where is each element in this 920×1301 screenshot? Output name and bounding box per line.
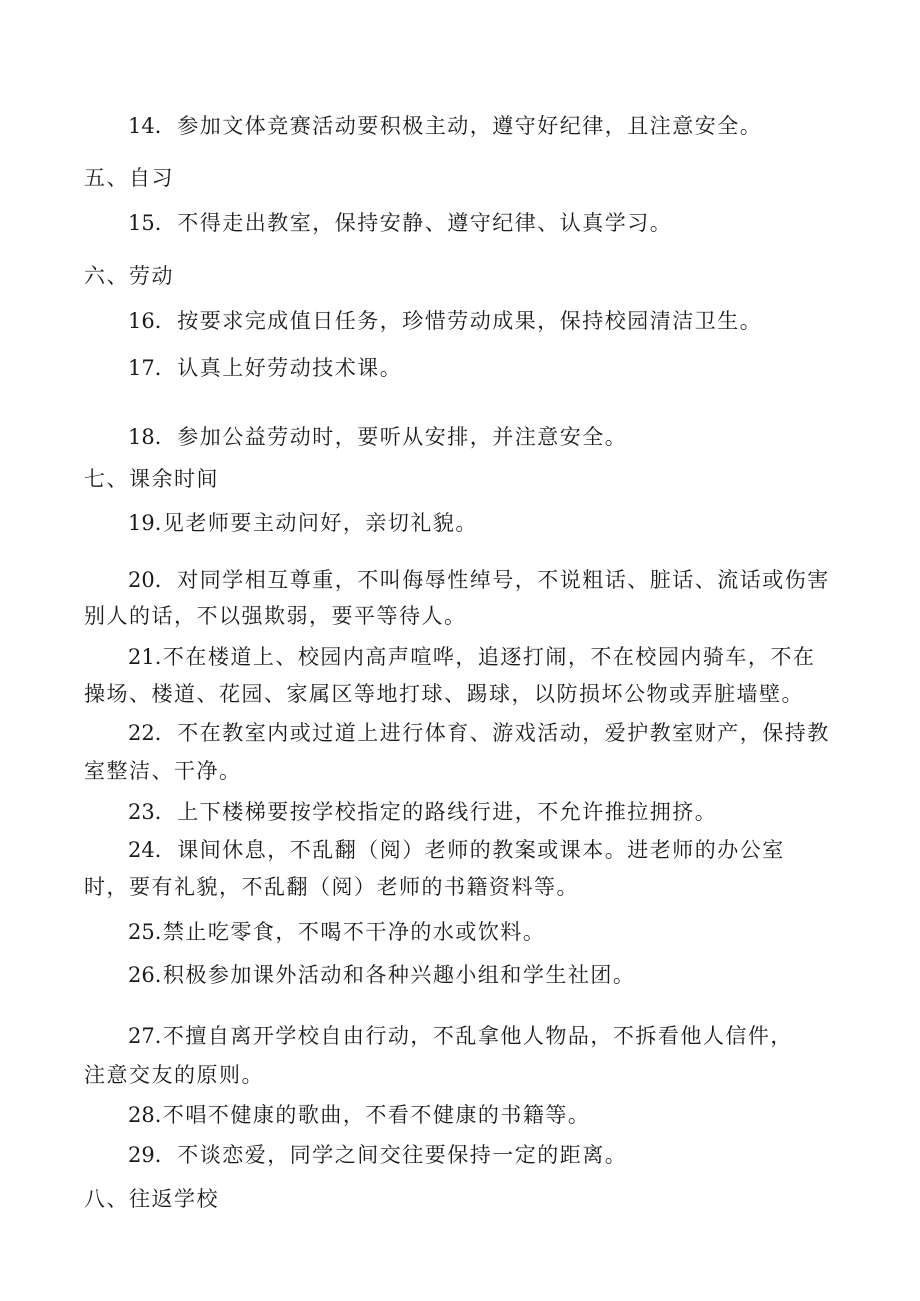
rule-text: ．课间休息，不乱翻（阅）老师的教案或课本。进老师的办公室 (154, 838, 785, 862)
rule-number: 17 (128, 356, 155, 380)
section-heading-after-class: 七、课余时间 (84, 467, 219, 491)
section-heading-labor: 六、劳动 (84, 264, 174, 288)
rule-number: 23 (128, 800, 155, 824)
rule-20 (128, 568, 830, 592)
rule-number: 15 (128, 211, 155, 235)
rule-text: .不唱不健康的歌曲，不看不健康的书籍等。 (154, 1103, 591, 1127)
rule-number: 14 (128, 114, 155, 138)
rule-25 (128, 920, 545, 944)
rule-text: .不在楼道上、校园内高声喧哗，追逐打闹，不在校园内骑车，不在 (154, 645, 816, 669)
rule-27 (128, 1024, 793, 1048)
rule-22 (128, 721, 830, 745)
rule-number: 16 (128, 309, 155, 333)
section-heading-self-study: 五、自习 (84, 166, 174, 190)
rule-text: .积极参加课外活动和各种兴趣小组和学生社团。 (154, 963, 636, 987)
rule-number: 28 (128, 1103, 155, 1127)
rule-text: ．对同学相互尊重，不叫侮辱性绰号，不说粗话、脏话、流话或伤害 (154, 568, 830, 592)
rule-15 (128, 211, 672, 235)
rule-14 (128, 114, 762, 138)
rule-21 (128, 645, 815, 669)
rule-text: ．不谈恋爱，同学之间交往要保持一定的距离。 (154, 1143, 628, 1167)
rule-24 (128, 838, 785, 862)
rule-18 (128, 425, 627, 449)
rule-number: 18 (128, 425, 155, 449)
rule-text: ．认真上好劳动技术课。 (154, 356, 403, 380)
rule-text: .禁止吃零食，不喝不干净的水或饮料。 (154, 920, 546, 944)
rule-21-continuation: 操场、楼道、花园、家属区等地打球、踢球，以防损坏公物或弄脏墙壁。 (84, 682, 804, 706)
rule-23 (128, 800, 717, 824)
rule-19 (128, 511, 478, 535)
rule-16 (128, 309, 762, 333)
rule-20-continuation: 别人的话，不以强欺弱，要平等待人。 (84, 604, 467, 628)
rule-27-continuation: 注意交友的原则。 (84, 1063, 264, 1087)
rule-text: .见老师要主动问好，亲切礼貌。 (154, 511, 478, 535)
rule-number: 27 (128, 1024, 155, 1048)
rule-22-continuation: 室整洁、干净。 (84, 759, 242, 783)
rule-17 (128, 356, 402, 380)
section-heading-commute: 八、往返学校 (84, 1187, 219, 1211)
rule-24-continuation: 时，要有礼貌，不乱翻（阅）老师的书籍资料等。 (84, 875, 579, 899)
rule-number: 22 (128, 721, 155, 745)
rule-text: .不擅自离开学校自由行动，不乱拿他人物品，不拆看他人信件， (154, 1024, 793, 1048)
rule-text: ．参加文体竞赛活动要积极主动，遵守好纪律，且注意安全。 (154, 114, 763, 138)
rule-number: 19 (128, 511, 155, 535)
rule-number: 26 (128, 963, 155, 987)
rule-number: 24 (128, 838, 155, 862)
rule-text: ．不在教室内或过道上进行体育、游戏活动，爱护教室财产，保持教 (154, 721, 830, 745)
rule-28 (128, 1103, 590, 1127)
rule-number: 20 (128, 568, 155, 592)
rule-number: 25 (128, 920, 155, 944)
rule-text: ．上下楼梯要按学校指定的路线行进，不允许推拉拥挤。 (154, 800, 718, 824)
rule-number: 21 (128, 645, 155, 669)
rule-text: ．按要求完成值日任务，珍惜劳动成果，保持校园清洁卫生。 (154, 309, 763, 333)
rule-number: 29 (128, 1143, 155, 1167)
rule-29 (128, 1143, 627, 1167)
rule-text: ．参加公益劳动时，要听从安排，并注意安全。 (154, 425, 628, 449)
rule-26 (128, 963, 635, 987)
rule-text: ．不得走出教室，保持安静、遵守纪律、认真学习。 (154, 211, 673, 235)
